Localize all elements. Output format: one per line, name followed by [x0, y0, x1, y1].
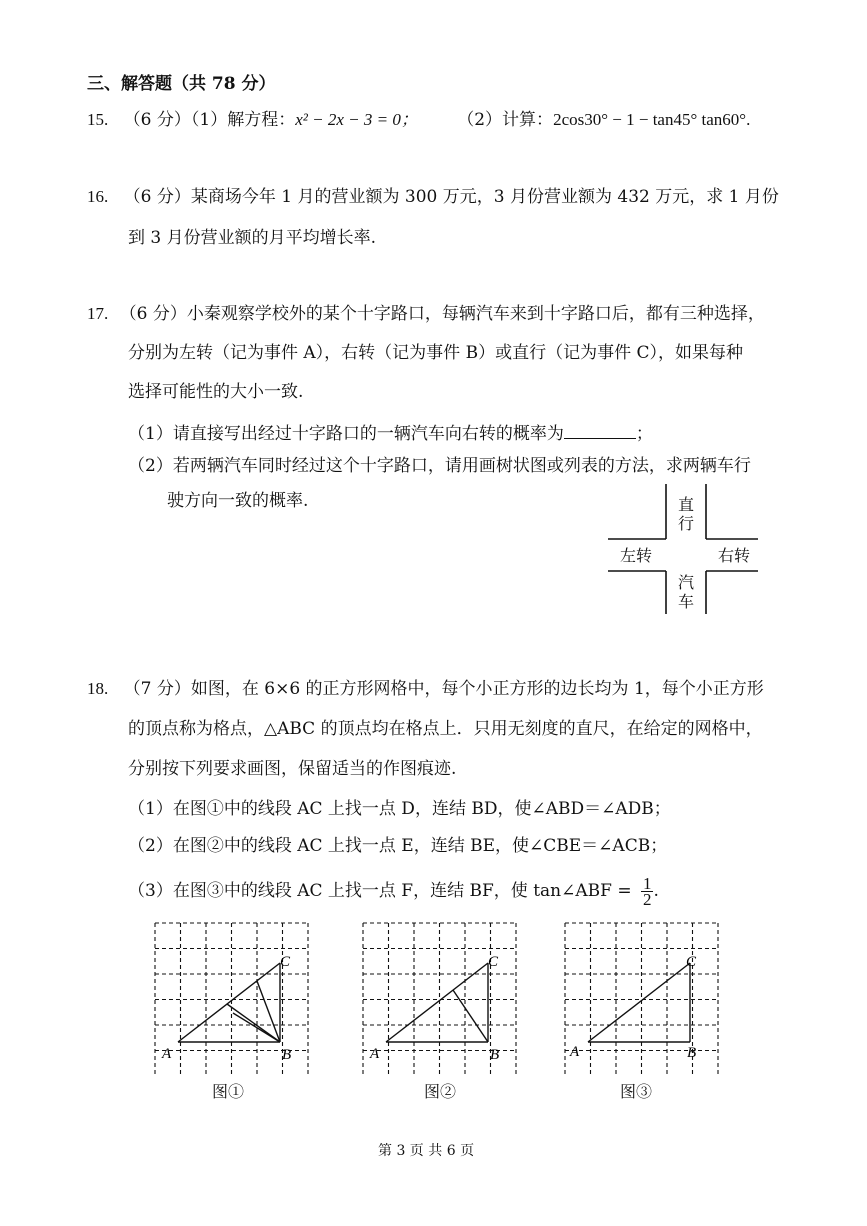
grid-figure-2 — [358, 918, 518, 1074]
answer-blank — [564, 420, 636, 439]
grid-figure-3 — [560, 918, 720, 1074]
crossroad-diagram — [608, 484, 760, 616]
fraction-denominator: 2 — [642, 890, 652, 909]
q18-text3: 分别按下列要求画图，保留适当的作图痕迹. — [128, 759, 457, 779]
section-title: 三、解答题（共 78 分） — [87, 74, 276, 94]
fraction-numerator: 1 — [642, 874, 652, 893]
road-label-right: 右转 — [717, 546, 751, 565]
fraction-one-half — [641, 876, 654, 907]
vertex-C-label: C — [280, 954, 291, 970]
q16-number: 16. — [87, 187, 109, 206]
q17-text2: 分别为左转（记为事件 A），右转（记为事件 B）或直行（记为事件 C），如果每种 — [128, 343, 743, 363]
q17-number: 17. — [87, 304, 109, 323]
q17-text1: （6 分）小秦观察学校外的某个十字路口，每辆汽车来到十字路口后，都有三种选择， — [119, 304, 765, 324]
q17-sub1 — [128, 420, 653, 446]
q15-part2-expression: 2cos30° − 1 − tan45° tan60°. — [553, 110, 751, 129]
road-label-car-1: 汽 — [677, 573, 695, 592]
q18-number: 18. — [87, 679, 109, 698]
road-label-straight-2: 行 — [677, 514, 695, 533]
q18-sub3-end: . — [653, 881, 659, 901]
q18-sub3 — [128, 876, 659, 907]
vertex-C-label: C — [686, 954, 697, 970]
grid-figure-1 — [150, 918, 310, 1074]
q18-sub3-text: （3）在图③中的线段 AC 上找一点 F，连结 BF，使 tan∠ABF = — [128, 881, 632, 901]
q18-sub1: （1）在图①中的线段 AC 上找一点 D，连结 BD，使∠ABD＝∠ADB； — [128, 799, 671, 819]
q15-score: （6 分） — [123, 110, 191, 130]
q16-text2: 到 3 月份营业额的月平均增长率. — [128, 228, 377, 248]
road-label-straight-1: 直 — [677, 495, 695, 514]
vertex-B-label: B — [687, 1045, 697, 1061]
vertex-A-label: A — [162, 1046, 172, 1062]
figure-3-caption: 图③ — [620, 1082, 653, 1101]
vertex-C-label: C — [488, 954, 499, 970]
page-footer: 第 3 页 共 6 页 — [378, 1143, 475, 1159]
road-label-car-2: 车 — [677, 592, 695, 611]
vertex-A-label: A — [370, 1046, 380, 1062]
q18-sub2: （2）在图②中的线段 AC 上找一点 E，连结 BE，使∠CBE＝∠ACB； — [128, 836, 668, 856]
q15-part1-equation: x² − 2x − 3 = 0； — [295, 110, 418, 129]
q17-sub2-text1: （2）若两辆汽车同时经过这个十字路口，请用画树状图或列表的方法，求两辆车行 — [128, 456, 751, 476]
road-label-left: 左转 — [619, 546, 653, 565]
q17-line1 — [87, 302, 765, 326]
q15-line — [87, 108, 750, 132]
q17-sub1-text: （1）请直接写出经过十字路口的一辆汽车向右转的概率为 — [128, 424, 564, 444]
q18-text2: 的顶点称为格点，△ABC 的顶点均在格点上．只用无刻度的直尺，在给定的网格中， — [128, 719, 763, 739]
figure-1-caption: 图① — [212, 1082, 245, 1101]
q18-line1 — [87, 677, 764, 701]
q18-text1: （7 分）如图，在 6×6 的正方形网格中，每个小正方形的边长均为 1，每个小正方形 — [123, 679, 764, 699]
q16-line1 — [87, 185, 779, 209]
vertex-A-label: A — [570, 1044, 580, 1060]
q15-part2-label: （2）计算： — [457, 110, 554, 130]
q17-text3: 选择可能性的大小一致. — [128, 382, 304, 402]
q15-number: 15. — [87, 110, 109, 129]
q16-text1: （6 分）某商场今年 1 月的营业额为 300 万元，3 月份营业额为 432 万元，求 1 月份 — [123, 187, 779, 207]
q17-sub2-text2: 驶方向一致的概率. — [167, 491, 309, 511]
figure-2-caption: 图② — [424, 1082, 457, 1101]
vertex-B-label: B — [490, 1047, 500, 1063]
q15-part1-label: （1）解方程： — [190, 110, 296, 130]
q17-sub1-end: ； — [635, 424, 653, 444]
vertex-B-label: B — [282, 1047, 292, 1063]
